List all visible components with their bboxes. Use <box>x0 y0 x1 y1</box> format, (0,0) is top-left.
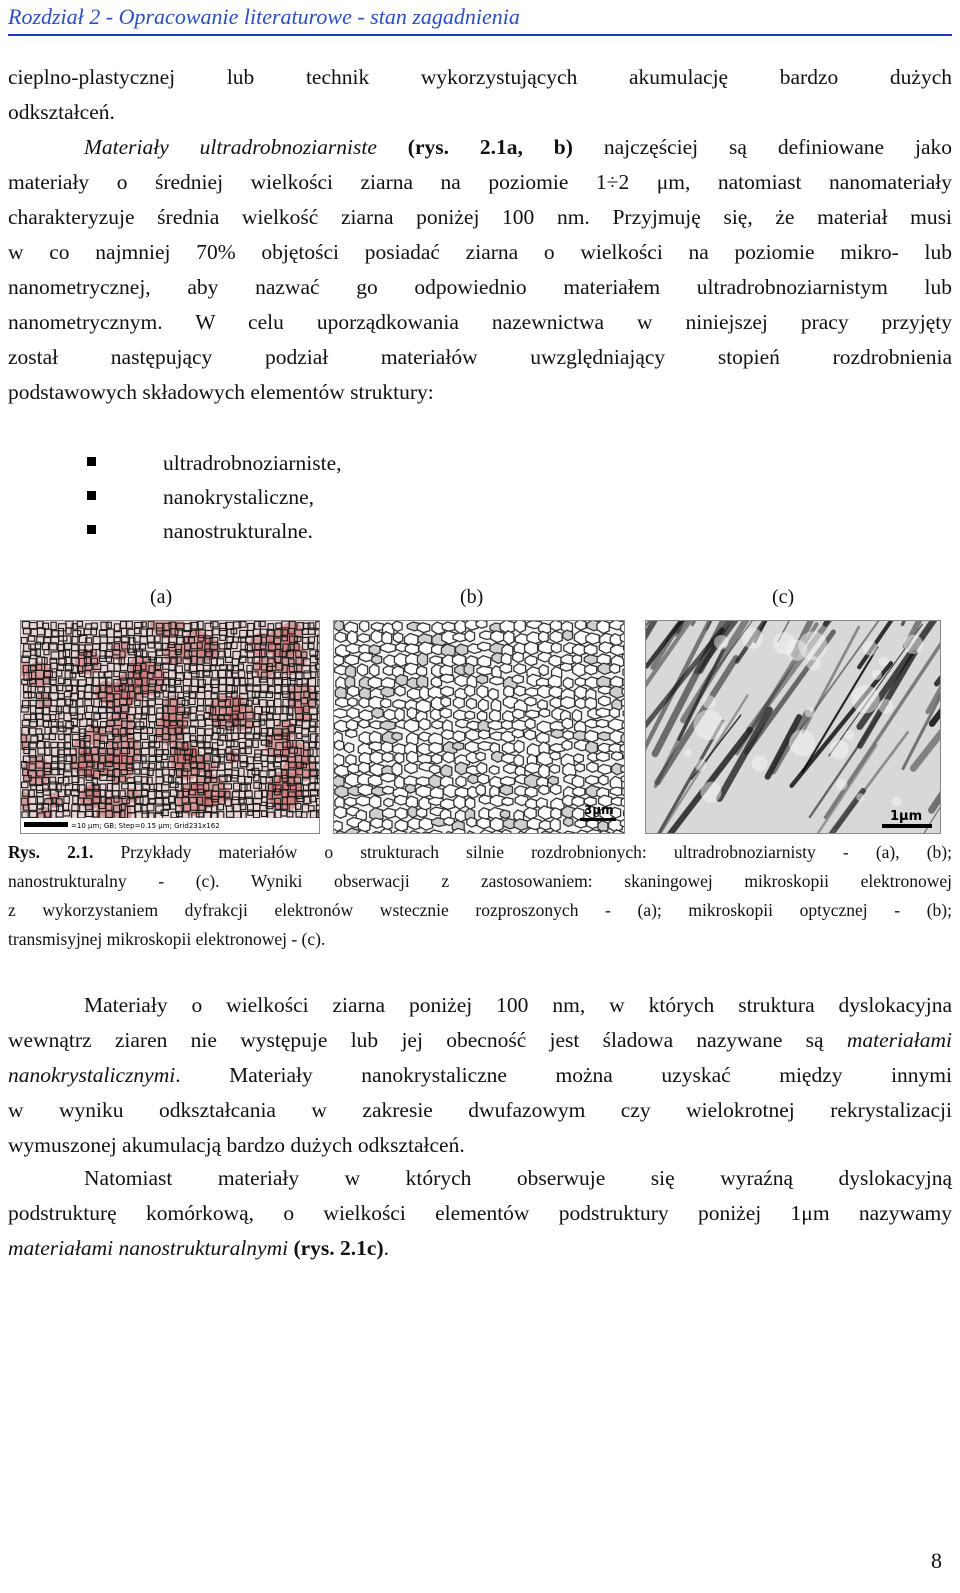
text-line: Natomiast materiały w których obserwuje się wyraźną dyslokacyjną <box>84 1166 952 1190</box>
text-line: został następujący podział materiałów uwzględniający stopień rozdrobnienia <box>8 345 952 369</box>
scalebar-label-b: 3μm <box>584 803 614 817</box>
page-header <box>8 2 952 36</box>
caption-line: z wykorzystaniem dyfrakcji elektronów wstecznie rozproszonych - (a); mikroskopii optycznej - (b); <box>8 900 952 920</box>
figure-label-a: (a) <box>150 586 173 608</box>
paragraph-1 <box>8 60 952 130</box>
paragraph-3 <box>8 988 952 1163</box>
caption-line: transmisyjnej mikroskopii elektronowej - (c). <box>8 929 326 949</box>
text-line: Materiały o wielkości ziarna poniżej 100 nm, w których struktura dyslokacyjna <box>84 993 952 1017</box>
figure-ref: (rys. 2.1a, b) <box>407 135 573 159</box>
caption-line: Rys. 2.1. Przykłady materiałów o strukturach silnie rozdrobnionych: ultradrobnoziarnisty - (a), (b); <box>8 842 952 862</box>
figure-label-b: (b) <box>460 586 484 608</box>
text-line: materiały o średniej wielkości ziarna na poziomie 1÷2 μm, natomiast nanomateriały <box>8 170 952 194</box>
square-bullet-icon <box>87 525 96 534</box>
term-nanocrystalline: materiałami <box>846 1028 952 1052</box>
text-line: podstawowych składowych elementów struktury: <box>8 380 434 404</box>
micrograph-tem <box>645 620 941 834</box>
text-line: wewnątrz ziaren nie występuje lub jej obecność jest śladowa nazywane są materiałami <box>8 1028 952 1052</box>
text-line: charakteryzuje średnia wielkość ziarna poniżej 100 nm. Przyjmuję się, że materiał musi <box>8 205 952 229</box>
scalebar-label-a: =10 μm; GB; Step=0.15 μm; Grid231x162 <box>71 822 220 830</box>
square-bullet-icon <box>87 491 96 500</box>
text-line: Materiały ultradrobnoziarniste (rys. 2.1a, b) najczęściej są definiowane jako <box>84 135 953 159</box>
figure-ref: (rys. 2.1c) <box>293 1236 384 1260</box>
text-line: w co najmniej 70% objętości posiadać ziarna o wielkości na poziomie mikro- lub <box>8 240 952 264</box>
text-line: cieplno-plastycznej lub technik wykorzystujących akumulację bardzo dużych <box>8 65 952 89</box>
figure-label-c: (c) <box>772 586 795 608</box>
text-line: wymuszonej akumulacją bardzo dużych odkształceń. <box>8 1133 465 1157</box>
text-line: w wyniku odkształcania w zakresie dwufazowym czy wielokrotnej rekrystalizacji <box>8 1098 952 1122</box>
text-line: materiałami nanostrukturalnymi (rys. 2.1c). <box>8 1236 389 1260</box>
figure-caption <box>8 838 952 954</box>
caption-label: Rys. 2.1. <box>8 842 94 862</box>
caption-line: nanostrukturalny - (c). Wyniki obserwacji z zastosowaniem: skaningowej mikroskopii elektronowej <box>8 871 952 891</box>
square-bullet-icon <box>87 457 96 466</box>
tem-substructure-image <box>646 621 940 833</box>
term-nanostructured: materiałami nanostrukturalnymi <box>8 1236 289 1260</box>
page-number: 8 <box>931 1548 942 1573</box>
micrograph-optical <box>333 620 625 834</box>
text-line: nanometrycznej, aby nazwać go odpowiednio materiałem ultradrobnoziarnistym lub <box>8 275 952 299</box>
paragraph-2 <box>8 130 952 410</box>
text-line: nanometrycznym. W celu uporządkowania nazewnictwa w niniejszej pracy przyjęty <box>8 310 952 334</box>
text-line: odkształceń. <box>8 100 115 124</box>
scalebar-label-c: 1μm <box>890 809 923 824</box>
micrograph-ebsd <box>20 620 320 834</box>
chapter-title: Rozdział 2 - Opracowanie literaturowe - stan zagadnienia <box>8 4 520 29</box>
text-line: podstrukturę komórkową, o wielkości elementów podstruktury poniżej 1μm nazywamy <box>8 1201 952 1225</box>
optical-grain-map-image <box>334 621 624 833</box>
paragraph-4 <box>8 1161 952 1266</box>
text-line: nanokrystalicznymi. Materiały nanokrystaliczne można uzyskać między innymi <box>8 1063 952 1087</box>
ebsd-grain-map-image <box>21 621 319 833</box>
term-ultrafine: Materiały ultradrobnoziarniste <box>84 135 377 159</box>
